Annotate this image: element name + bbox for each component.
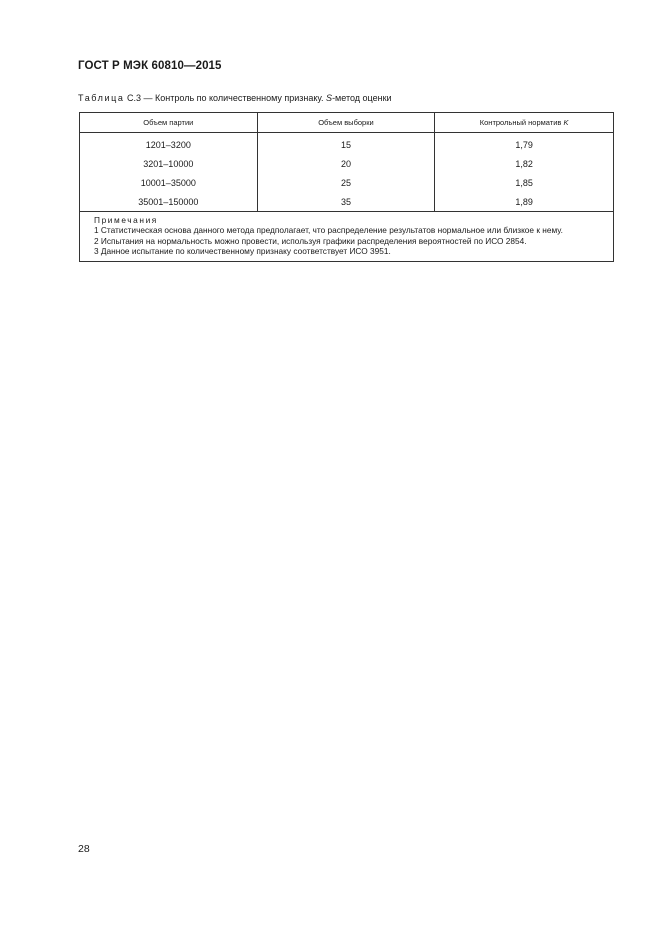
notes-cell bbox=[80, 212, 614, 262]
notes-title: Примечания bbox=[94, 215, 158, 225]
cell-sample-size: 35 bbox=[257, 192, 435, 212]
table-row bbox=[80, 133, 614, 155]
caption-prefix: Таблица bbox=[78, 93, 125, 103]
caption-s-symbol: S bbox=[326, 93, 333, 103]
cell-control-norm: 1,79 bbox=[435, 133, 614, 155]
cell-sample-size: 15 bbox=[257, 133, 435, 155]
col-header-sample-size: Объем выборки bbox=[257, 113, 435, 133]
col-header-control-norm bbox=[435, 113, 614, 133]
cell-control-norm: 1,89 bbox=[435, 192, 614, 212]
caption-text-b: -метод оценки bbox=[332, 93, 392, 103]
table-row bbox=[80, 154, 614, 173]
cell-lot-size: 3201–10000 bbox=[80, 154, 258, 173]
table-row bbox=[80, 173, 614, 192]
cell-sample-size: 25 bbox=[257, 173, 435, 192]
table-header-row bbox=[80, 113, 614, 133]
notes-row bbox=[80, 212, 614, 262]
caption-number: С.3 bbox=[127, 93, 142, 103]
table-row bbox=[80, 192, 614, 212]
cell-sample-size: 20 bbox=[257, 154, 435, 173]
control-table bbox=[79, 112, 614, 262]
note-item-2: 2 Испытания на нормальность можно провести, используя графики распределения вероятностей по ИСО 2854. bbox=[94, 235, 527, 246]
cell-lot-size: 10001–35000 bbox=[80, 173, 258, 192]
document-header: ГОСТ Р МЭК 60810—2015 bbox=[78, 60, 222, 72]
col-header-norm-prefix: Контрольный норматив bbox=[479, 118, 562, 127]
col-header-lot-size: Объем партии bbox=[80, 113, 258, 133]
table-caption bbox=[78, 93, 392, 103]
cell-lot-size: 1201–3200 bbox=[80, 133, 258, 155]
cell-control-norm: 1,85 bbox=[435, 173, 614, 192]
col-header-norm-symbol: K bbox=[563, 118, 569, 127]
page-number: 28 bbox=[78, 843, 90, 855]
cell-control-norm: 1,82 bbox=[435, 154, 614, 173]
note-item-1: 1 Статистическая основа данного метода предполагает, что распределение результатов нормальное или близкое к нему. bbox=[94, 225, 563, 236]
note-item-3: 3 Данное испытание по количественному признаку соответствует ИСО 3951. bbox=[94, 246, 391, 257]
caption-text-a: — Контроль по количественному признаку. bbox=[143, 93, 324, 103]
cell-lot-size: 35001–150000 bbox=[80, 192, 258, 212]
